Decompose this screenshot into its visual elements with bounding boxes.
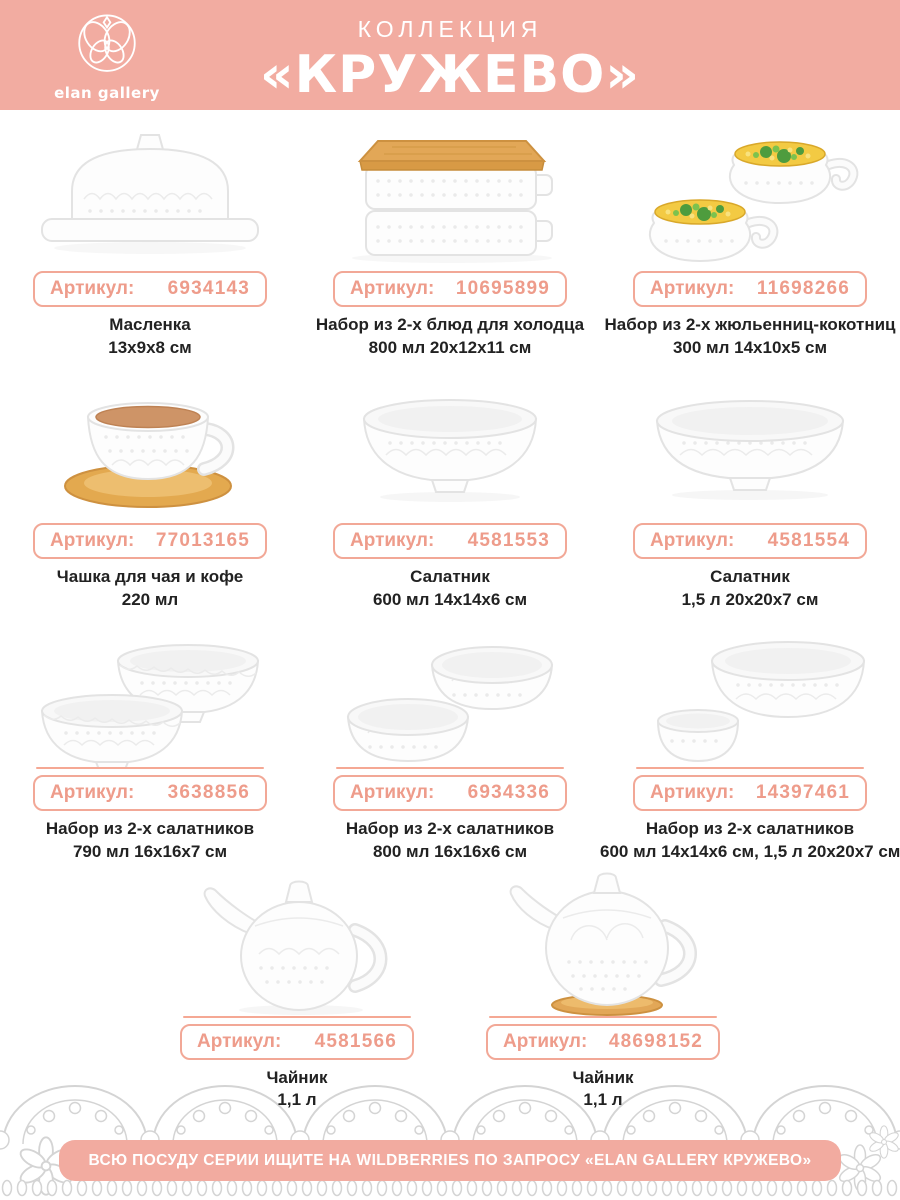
photo-surface-line (36, 767, 264, 769)
article-label: Артикул: (197, 1030, 282, 1052)
article-number: 48698152 (608, 1030, 703, 1052)
photo-surface-line (183, 1016, 411, 1018)
article-number: 4581566 (314, 1030, 397, 1052)
product-card-salad-bowl-large (600, 367, 900, 611)
brand-name: elan gallery (54, 84, 160, 102)
photo-surface-line (489, 1016, 717, 1018)
product-dims: 800 мл 16х16х6 см (372, 842, 528, 862)
article-badge (33, 523, 267, 559)
article-label: Артикул: (503, 1030, 588, 1052)
article-number: 6934336 (467, 782, 550, 804)
article-number: 3638856 (167, 782, 250, 804)
article-badge (633, 523, 867, 559)
product-name: Салатник (410, 567, 490, 587)
cocotte-pair-image (600, 115, 900, 265)
product-dims: 220 мл (121, 589, 179, 609)
product-card-teapot (147, 868, 447, 1112)
product-card-cocotte-set (600, 115, 900, 359)
product-card-salad-bowl (300, 367, 600, 611)
header (0, 0, 900, 110)
article-label: Артикул: (50, 782, 135, 804)
product-name: Чайник (266, 1067, 328, 1087)
product-card-bowl-set-wavy (0, 619, 300, 863)
article-badge (486, 1024, 720, 1060)
article-label: Артикул: (650, 782, 735, 804)
product-card-bowl-set-mixed (600, 619, 900, 863)
product-dims: 790 мл 16х16х7 см (72, 842, 228, 862)
article-label: Артикул: (350, 530, 435, 552)
product-name: Чайник (572, 1067, 634, 1087)
article-number: 14397461 (755, 782, 850, 804)
article-number: 11698266 (756, 278, 850, 299)
teapot-bamboo-image (453, 868, 753, 1018)
bowl-set-mixed-image (600, 619, 900, 769)
product-card-holodets-set (300, 115, 600, 359)
wildberries-banner (59, 1140, 841, 1181)
article-badge (333, 271, 567, 307)
salad-bowl-large-image (600, 367, 900, 517)
product-dims: 13х9х8 см (108, 337, 192, 357)
article-number: 6934143 (167, 278, 250, 299)
bowl-set-round-image (300, 619, 600, 769)
article-badge (33, 271, 267, 307)
article-badge (633, 271, 867, 307)
product-dims: 1,5 л 20х20х7 см (681, 589, 819, 609)
product-name: Масленка (109, 315, 191, 334)
article-number: 4581554 (767, 530, 850, 552)
article-number: 77013165 (155, 530, 250, 552)
article-label: Артикул: (350, 782, 435, 804)
product-dims: 1,1 л (583, 1090, 623, 1110)
article-badge (633, 775, 867, 811)
wildberries-banner-text: ВСЮ ПОСУДУ СЕРИИ ИЩИТЕ НА WILDBERRIES ПО ЗАПРОСУ «ELAN GALLERY КРУЖЕВО» (88, 1151, 812, 1169)
article-number: 10695899 (455, 278, 550, 299)
bowl-set-wavy-image (0, 619, 300, 769)
collection-label: КОЛЛЕКЦИЯ (357, 16, 543, 42)
stacked-dishes-image (300, 115, 600, 265)
product-dims: 800 мл 20х12х11 см (368, 337, 532, 357)
collection-title: «КРУЖЕВО» (260, 45, 640, 105)
article-badge (333, 523, 567, 559)
product-name: Набор из 2-х салатников (345, 819, 555, 839)
product-dims: 600 мл 14х14х6 см (372, 589, 528, 609)
teapot-image (147, 868, 447, 1018)
article-badge (33, 775, 267, 811)
article-label: Артикул: (650, 278, 735, 299)
article-label: Артикул: (650, 530, 735, 552)
salad-bowl-image (300, 367, 600, 517)
header-titles (0, 0, 900, 105)
article-label: Артикул: (50, 278, 135, 299)
article-badge (333, 775, 567, 811)
photo-surface-line (636, 767, 864, 769)
product-dims: 1,1 л (277, 1090, 317, 1110)
product-name: Набор из 2-х салатников (645, 819, 855, 839)
tea-cup-image (0, 367, 300, 517)
product-name: Набор из 2-х салатников (45, 819, 255, 839)
product-card-bowl-set-round (300, 619, 600, 863)
product-dims: 600 мл 14х14х6 см, 1,5 л 20х20х7 см (600, 842, 900, 862)
product-name: Набор из 2-х жюльенниц-кокотниц (604, 315, 896, 334)
product-card-tea-cup (0, 367, 300, 611)
product-dims: 300 мл 14х10х5 см (672, 337, 828, 357)
product-name: Чашка для чая и кофе (56, 567, 244, 587)
product-card-teapot-bamboo (453, 868, 753, 1112)
article-number: 4581553 (467, 530, 550, 552)
product-card-butter-dish (0, 115, 300, 359)
article-label: Артикул: (50, 530, 135, 552)
article-badge (180, 1024, 414, 1060)
product-name: Набор из 2-х блюд для холодца (315, 315, 585, 334)
photo-surface-line (336, 767, 564, 769)
product-name: Салатник (710, 567, 790, 587)
article-label: Артикул: (350, 278, 435, 299)
butter-dish-image (0, 115, 300, 265)
